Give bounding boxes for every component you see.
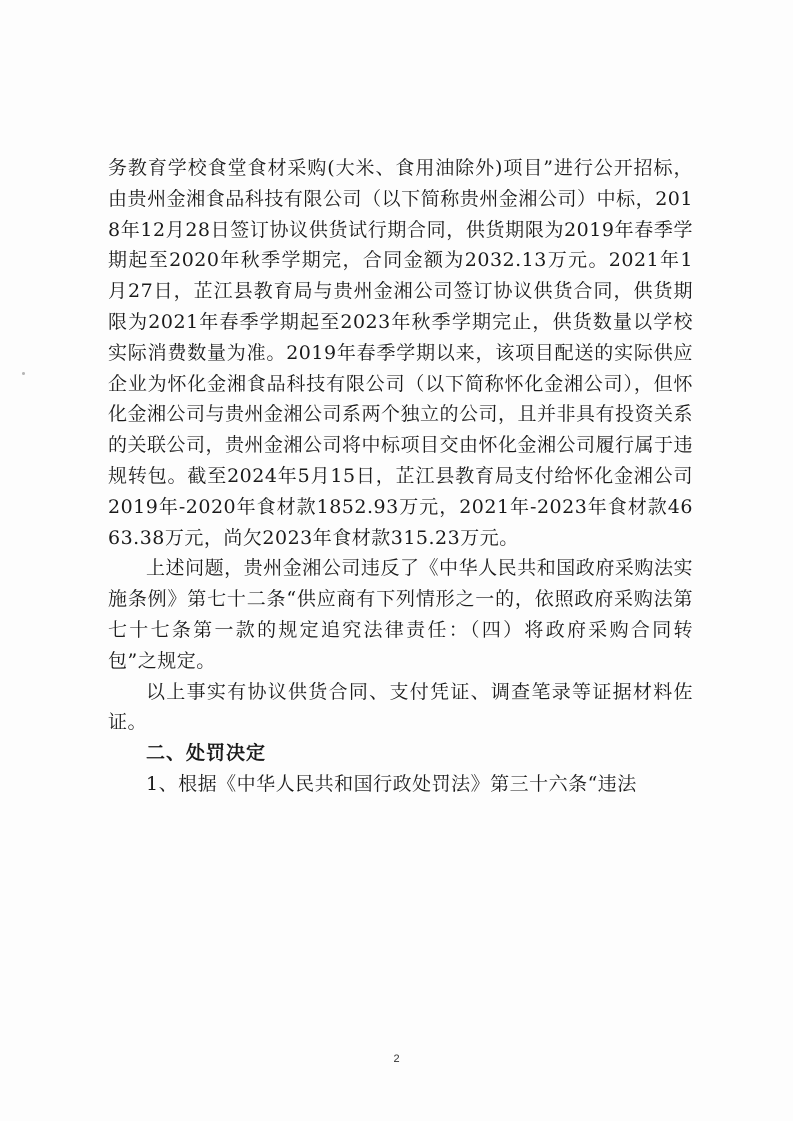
- paragraph-violation: 上述问题，贵州金湘公司违反了《中华人民共和国政府采购法实施条例》第七十二条“供应商有下列情形之一的，依照政府采购法第七十七条第一款的规定追究法律责任：（四）将政府采购合同转包”之规定。: [108, 557, 693, 672]
- paragraph-penalty-basis: 1、根据《中华人民共和国行政处罚法》第三十六条“违法: [146, 772, 637, 795]
- paragraph-contract-facts: 务教育学校食堂食材采购(大米、食用油除外)项目”进行公开招标，由贵州金湘食品科技有限公司（以下简称贵州金湘公司）中标，2018年12月28日签订协议供货试行期合同，供货期限为2019年春季学期起至2020年秋季学期完，合同金额为2032.13万元。2021年1月27日，芷江县教育局与贵州金湘公司签订协议供货合同，供货期限为2021年春季学期起至2023年秋季学期完止，供货数量以学校实际消费数量为准。2019年春季学期以来，该项目配送的实际供应企业为怀化金湘食品科技有限公司（以下简称怀化金湘公司），但怀化金湘公司与贵州金湘公司系两个独立的公司，且并非具有投资关系的关联公司，贵州金湘公司将中标项目交由怀化金湘公司履行属于违规转包。截至2024年5月15日，芷江县教育局支付给怀化金湘公司2019年-2020年食材款1852.93万元，2021年-2023年食材款4663.38万元，尚欠2023年食材款315.23万元。: [108, 157, 694, 549]
- document-body: [108, 153, 693, 800]
- scan-artifact-dot: [22, 372, 25, 375]
- paragraph-evidence: 以上事实有协议供货合同、支付凭证、调查笔录等证据材料佐证。: [108, 680, 693, 734]
- page-number: 2: [393, 1053, 400, 1065]
- section-heading-penalty-decision: 二、处罚决定: [146, 742, 267, 765]
